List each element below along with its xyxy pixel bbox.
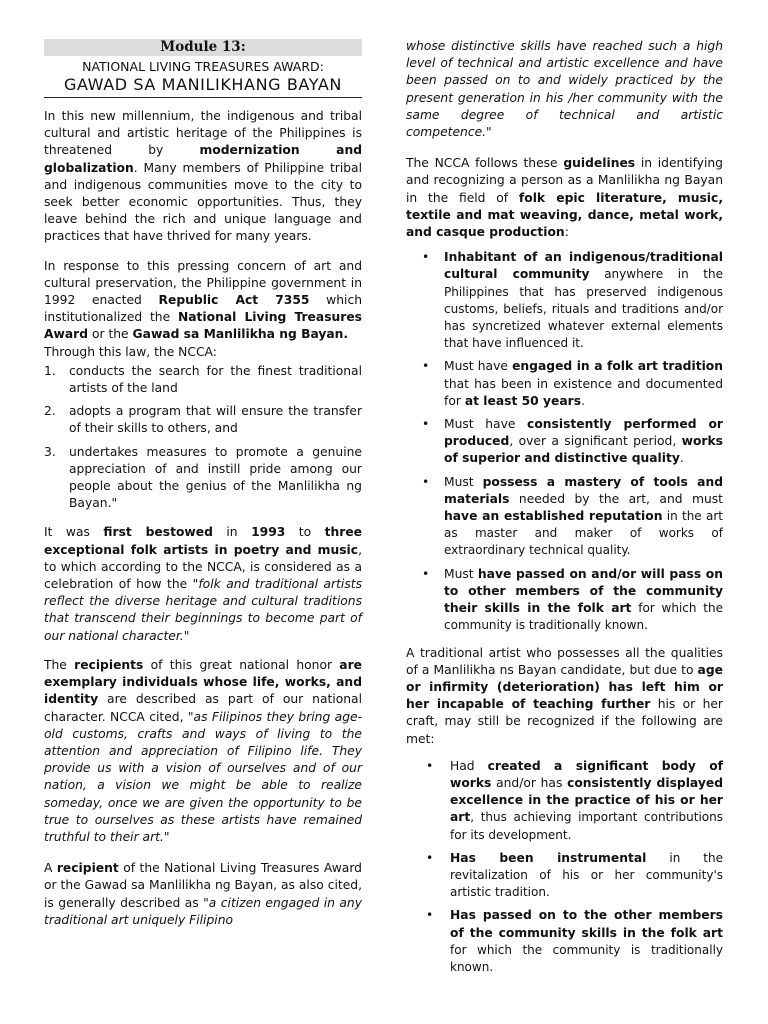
list-item: • Must have engaged in a folk art tradition that has been in existence and documented for at least 50 years. bbox=[406, 358, 723, 410]
bullet-icon: • bbox=[422, 566, 430, 581]
right-column bbox=[406, 0, 723, 976]
page-title: GAWAD SA MANILIKHANG BAYAN bbox=[44, 75, 362, 98]
bullet-icon: • bbox=[422, 417, 430, 432]
recipient-definition-paragraph: A recipient of the National Living Treasures Award or the Gawad sa Manlilikha ng Bayan, as also cited, is generally described as "a citizen engaged in any traditional art uniquely Filipino bbox=[44, 861, 362, 927]
list-item: 3. undertakes measures to promote a genuine appreciation of and instill pride among our people about the genius of the Manlilikha ng Bayan." bbox=[44, 444, 362, 511]
bullet-icon: • bbox=[426, 758, 434, 773]
traditional-artist-paragraph: A traditional artist who possesses all the qualities of a Manlilikha ns Bayan candidate, but due to age or infirmity (deterioration) has left him or her incapable of teaching further his or her craft, may still be recognized if the following are met: bbox=[406, 645, 723, 746]
bullet-icon: • bbox=[426, 908, 434, 923]
bullet-icon: • bbox=[422, 359, 430, 374]
conditions-list bbox=[406, 758, 723, 976]
award-subtitle: NATIONAL LIVING TREASURES AWARD: bbox=[82, 59, 324, 74]
recipients-paragraph: The recipients of this great national honor are exemplary individuals whose life, works, and identity are described as part of our national character. NCCA cited, "as Filipinos they bring age-old customs, crafts and ways of living to the attention and appreciation of Filipino life. They provide us with a vision of ourselves and of our nation, a vision we might be able to realize someday, once we are given the opportunity to be true to ourselves as these artists have remained truthful to their art." bbox=[44, 657, 363, 844]
ncca-steps-list bbox=[44, 363, 362, 513]
quote-continuation: whose distinctive skills have reached such a high level of technical and artistic excellence and have been passed on to and widely practiced by the present generation in his /her community with the same degree of technical and artistic competence." bbox=[406, 39, 723, 140]
list-item: • Has passed on to the other members of the community skills in the folk art for which the community is traditionally known. bbox=[406, 907, 723, 976]
list-item: • Had created a significant body of works and/or has consistently displayed excellence in the practice of his or her art, thus achieving important contributions for its development. bbox=[406, 758, 723, 844]
list-item: • Has been instrumental in the revitalization of his or her community's artistic tradition. bbox=[406, 850, 723, 902]
intro-paragraph: In this new millennium, the indigenous and tribal cultural and artistic heritage of the Philippines is threatened by modernization and globalization. Many members of Philippine tribal and indigenous communities move to the city to seek better economic opportunities. Thus, they leave behind the rich and unique language and practices that have thrived for many years. bbox=[44, 109, 362, 244]
guidelines-paragraph: The NCCA follows these guidelines in identifying and recognizing a person as a Manlilikha ng Bayan in the field of folk epic literature, music, textile and mat weaving, dance, metal work, and casque production: bbox=[406, 156, 723, 240]
list-item: • Must possess a mastery of tools and materials needed by the art, and must have an established reputation in the art as master and maker of works of extraordinary technical quality. bbox=[406, 474, 723, 560]
bullet-icon: • bbox=[422, 250, 430, 265]
criteria-list bbox=[406, 249, 723, 634]
list-item: 1. conducts the search for the finest traditional artists of the land bbox=[44, 363, 362, 396]
list-item: • Must have passed on and/or will pass on to other members of the community their skills in the folk art for which the community is traditionally known. bbox=[406, 566, 723, 635]
first-bestowed-paragraph: It was first bestowed in 1993 to three exceptional folk artists in poetry and music, to which according to the NCCA, is considered as a celebration of how the "folk and traditional artists reflect the diverse heritage and cultural traditions that transcend their beginnings to become part of our national character." bbox=[44, 525, 363, 643]
law-paragraph: In response to this pressing concern of art and cultural preservation, the Philippine government in 1992 enacted Republic Act 7355 which institutionalized the National Living Treasures Award or the Gawad sa Manlilikha ng Bayan. Through this law, the NCCA: bbox=[44, 258, 363, 359]
left-column bbox=[44, 0, 362, 929]
list-item: • Inhabitant of an indigenous/traditional cultural community anywhere in the Philippines that has preserved indigenous customs, beliefs, rituals and traditions and/or has syncretized whatever external elements that have influenced it. bbox=[406, 249, 723, 352]
module-heading: Module 13: bbox=[44, 39, 362, 56]
bullet-icon: • bbox=[426, 850, 434, 865]
list-item: • Must have consistently performed or produced, over a significant period, works of superior and distinctive quality. bbox=[406, 416, 723, 468]
bullet-icon: • bbox=[422, 474, 430, 489]
list-item: 2. adopts a program that will ensure the transfer of their skills to others, and bbox=[44, 404, 362, 436]
